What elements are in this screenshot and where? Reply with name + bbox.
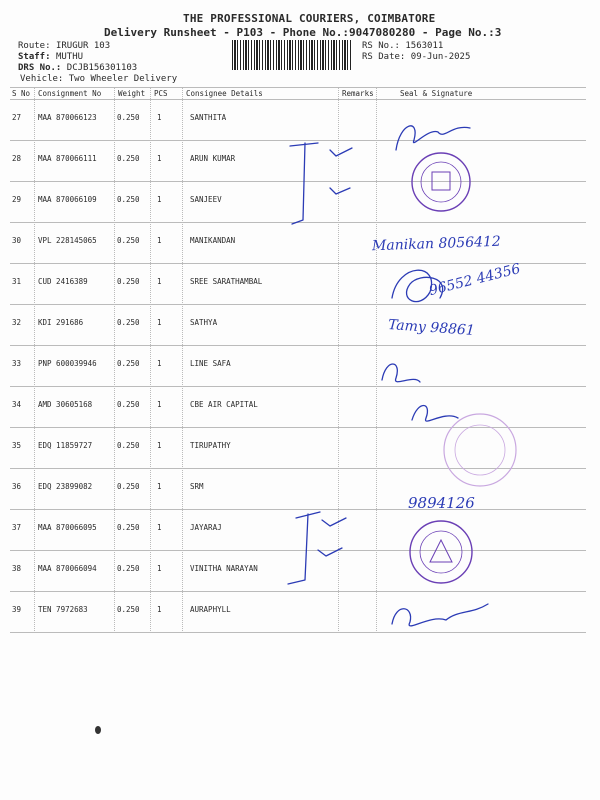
row-pcs: 1 xyxy=(157,236,162,245)
row-weight: 0.250 xyxy=(117,277,140,286)
rs-no-label: RS No.: xyxy=(362,41,400,51)
signature-scribble xyxy=(412,406,458,422)
tick-mark xyxy=(322,518,346,526)
row-consignment: VPL 228145065 xyxy=(38,236,97,245)
row-consignment: AMD 30605168 xyxy=(38,400,93,409)
tick-mark xyxy=(330,188,350,194)
row-sno: 36 xyxy=(12,482,22,491)
drs-value: DCJB156301103 xyxy=(66,63,138,73)
row-pcs: 1 xyxy=(157,359,162,368)
row-consignee: SREE SARATHAMBAL xyxy=(190,277,263,286)
row-pcs: 1 xyxy=(157,318,162,327)
handwritten-note: Tamy 98861 xyxy=(387,316,476,340)
row-sno: 28 xyxy=(12,154,22,163)
row-consignment: MAA 870066109 xyxy=(38,195,97,204)
row-consignment: MAA 870066095 xyxy=(38,523,97,532)
row-consignee: LINE SAFA xyxy=(190,359,231,368)
row-weight: 0.250 xyxy=(117,482,140,491)
row-sno: 34 xyxy=(12,400,22,409)
row-consignment: EDQ 23899082 xyxy=(38,482,93,491)
ink-blot xyxy=(95,726,101,734)
row-sno: 35 xyxy=(12,441,22,450)
drs-label: DRS No.: xyxy=(18,63,62,73)
row-weight: 0.250 xyxy=(117,605,140,614)
row-consignment: PNP 600039946 xyxy=(38,359,97,368)
row-sno: 39 xyxy=(12,605,22,614)
tick-mark xyxy=(330,148,352,156)
col-pcs: PCS xyxy=(154,89,168,98)
row-consignee: VINITHA NARAYAN xyxy=(190,564,258,573)
row-consignment: TEN 7972683 xyxy=(38,605,88,614)
row-weight: 0.250 xyxy=(117,523,140,532)
col-remarks: Remarks xyxy=(342,89,374,98)
row-pcs: 1 xyxy=(157,113,162,122)
route-label: Route: xyxy=(18,41,51,51)
row-sno: 27 xyxy=(12,113,22,122)
row-pcs: 1 xyxy=(157,564,162,573)
col-weight: Weight xyxy=(118,89,146,98)
row-weight: 0.250 xyxy=(117,154,140,163)
row-consignee: JAYARAJ xyxy=(190,523,222,532)
row-pcs: 1 xyxy=(157,195,162,204)
row-sno: 32 xyxy=(12,318,22,327)
handwritten-note: Manikan 8056412 xyxy=(371,233,502,255)
signature-scribble xyxy=(396,126,470,150)
signature-scribble xyxy=(392,604,488,626)
rs-no-value: 1563011 xyxy=(405,41,444,51)
row-consignment: CUD 2416389 xyxy=(38,277,88,286)
rs-date-label: RS Date: xyxy=(362,52,406,62)
row-weight: 0.250 xyxy=(117,359,140,368)
row-pcs: 1 xyxy=(157,154,162,163)
seal-stamp xyxy=(410,521,472,583)
row-weight: 0.250 xyxy=(117,564,140,573)
row-consignment: MAA 870066111 xyxy=(38,154,97,163)
row-weight: 0.250 xyxy=(117,236,140,245)
row-consignment: MAA 870066123 xyxy=(38,113,97,122)
row-weight: 0.250 xyxy=(117,195,140,204)
company-title: THE PROFESSIONAL COURIERS, COIMBATORE xyxy=(183,12,436,25)
signature-scribble xyxy=(382,364,420,382)
staff-value: MUTHU xyxy=(55,52,84,62)
row-consignee: SANJEEV xyxy=(190,195,222,204)
col-seal: Seal & Signature xyxy=(400,89,473,98)
row-consignment: KDI 291686 xyxy=(38,318,84,327)
vehicle-line: Vehicle: Two Wheeler Delivery xyxy=(20,74,178,84)
bracket-mark xyxy=(290,143,318,224)
runsheet-subtitle: Delivery Runsheet - P103 - Phone No.:9047080280 - Page No.:3 xyxy=(104,26,502,39)
tick-mark xyxy=(318,548,342,556)
row-consignee: SANTHITA xyxy=(190,113,227,122)
row-pcs: 1 xyxy=(157,482,162,491)
rs-date-value: 09-Jun-2025 xyxy=(410,52,471,62)
row-weight: 0.250 xyxy=(117,400,140,409)
handwritten-note: 96552 44356 xyxy=(427,260,523,300)
row-sno: 30 xyxy=(12,236,22,245)
bracket-mark xyxy=(288,512,320,584)
row-consignee: SATHYA xyxy=(190,318,218,327)
row-sno: 37 xyxy=(12,523,22,532)
row-sno: 38 xyxy=(12,564,22,573)
col-consignee: Consignee Details xyxy=(186,89,263,98)
row-consignee: AURAPHYLL xyxy=(190,605,231,614)
handwritten-note: 9894126 xyxy=(408,494,475,512)
row-pcs: 1 xyxy=(157,523,162,532)
signature-scribble xyxy=(392,270,443,301)
row-consignee: SRM xyxy=(190,482,204,491)
row-pcs: 1 xyxy=(157,605,162,614)
row-consignment: EDQ 11859727 xyxy=(38,441,93,450)
row-weight: 0.250 xyxy=(117,318,140,327)
row-consignee: MANIKANDAN xyxy=(190,236,236,245)
row-weight: 0.250 xyxy=(117,441,140,450)
row-pcs: 1 xyxy=(157,400,162,409)
row-sno: 29 xyxy=(12,195,22,204)
row-consignee: TIRUPATHY xyxy=(190,441,231,450)
col-sno: S No xyxy=(12,89,31,98)
row-pcs: 1 xyxy=(157,277,162,286)
row-consignee: CBE AIR CAPITAL xyxy=(190,400,258,409)
row-consignment: MAA 870066094 xyxy=(38,564,97,573)
col-consignment: Consignment No xyxy=(38,89,102,98)
row-sno: 31 xyxy=(12,277,22,286)
row-pcs: 1 xyxy=(157,441,162,450)
route-value: IRUGUR 103 xyxy=(55,41,111,51)
row-weight: 0.250 xyxy=(117,113,140,122)
row-consignee: ARUN KUMAR xyxy=(190,154,236,163)
staff-label: Staff: xyxy=(18,52,51,62)
row-sno: 33 xyxy=(12,359,22,368)
